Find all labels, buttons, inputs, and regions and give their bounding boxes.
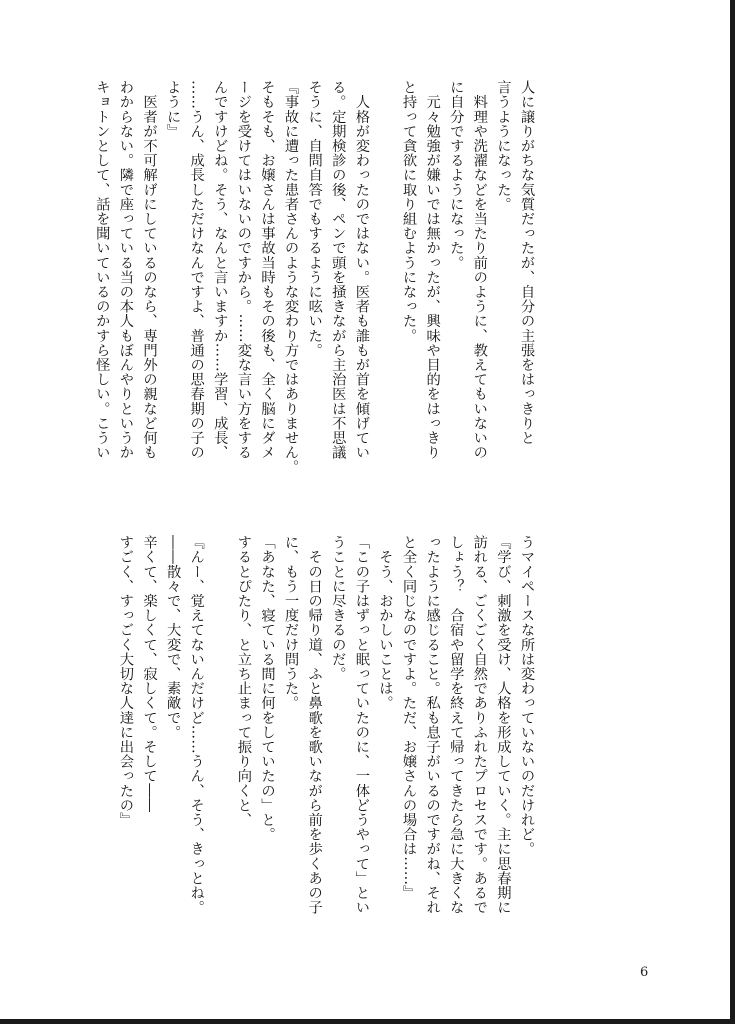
page-number: 6 — [640, 965, 649, 980]
upper-text-block: 人に譲りがちな気質だったが、自分の主張をはっきりと 言うようになった。 料理や洗濯などを当たり前のように、教えてもいないの に自分でするようになった。 元々勉強が嫌いでは無かったが、興味や目的をはっきり と持って貪欲に取り組むようになった。 人格が変わったのではない。医者も誰もが首を傾げてい る。定期検診の後、ペンで頭を掻きながら主治医は不思議 そうに、自問自答でもするように呟いた。 『事故に遭った患者さんのような変わり方ではありません。 そもそも、お嬢さんは事故当時もその後も、全く脳にダメ ージを受けてはいないのですから。……変な言い方をする んですけどね。そう、なんと言いますか……学習、成長、 ……うん、成長しただけなんですよ、普通の思春期の子の ように』 医者が不可解げにしているのなら、専門外の親など何も わからない。隣で座っている当の本人もぼんやりというか キョトンとして、話を聞いているのかすら怪しい。こうい — [94, 80, 535, 475]
lower-text-block: うマイペースな所は変わっていないのだけれど。 『学び、刺激を受け、人格を形成していく。主に思春期に 訪れる、ごくごく自然でありふれたプロセスです。あるで しょう？ 合宿や留学を終えて帰ってきたら急に大きくな ったように感じること。私も息子がいるのですがね、それ と全く同じなのですよ。ただ、お嬢さんの場合は……』 そう、おかしいことは。 「この子はずっと眠っていたのに、一体どうやって」とい うことに尽きるのだ。 その日の帰り道、ふと鼻歌を歌いながら前を歩くあの子 に、もう一度だけ問うた。 「あなた、寝ている間に何をしていたの」と。 するとぴたり、と立ち止まって振り向くと、 『んー、覚えてないんだけど……うん、そう、きっとね。 ――散々で、大変で、素敵で。 辛くて、楽しくて、寂しくて。そして―― すごく、すっごく大切な人達に出会ったの』 — [117, 535, 535, 915]
